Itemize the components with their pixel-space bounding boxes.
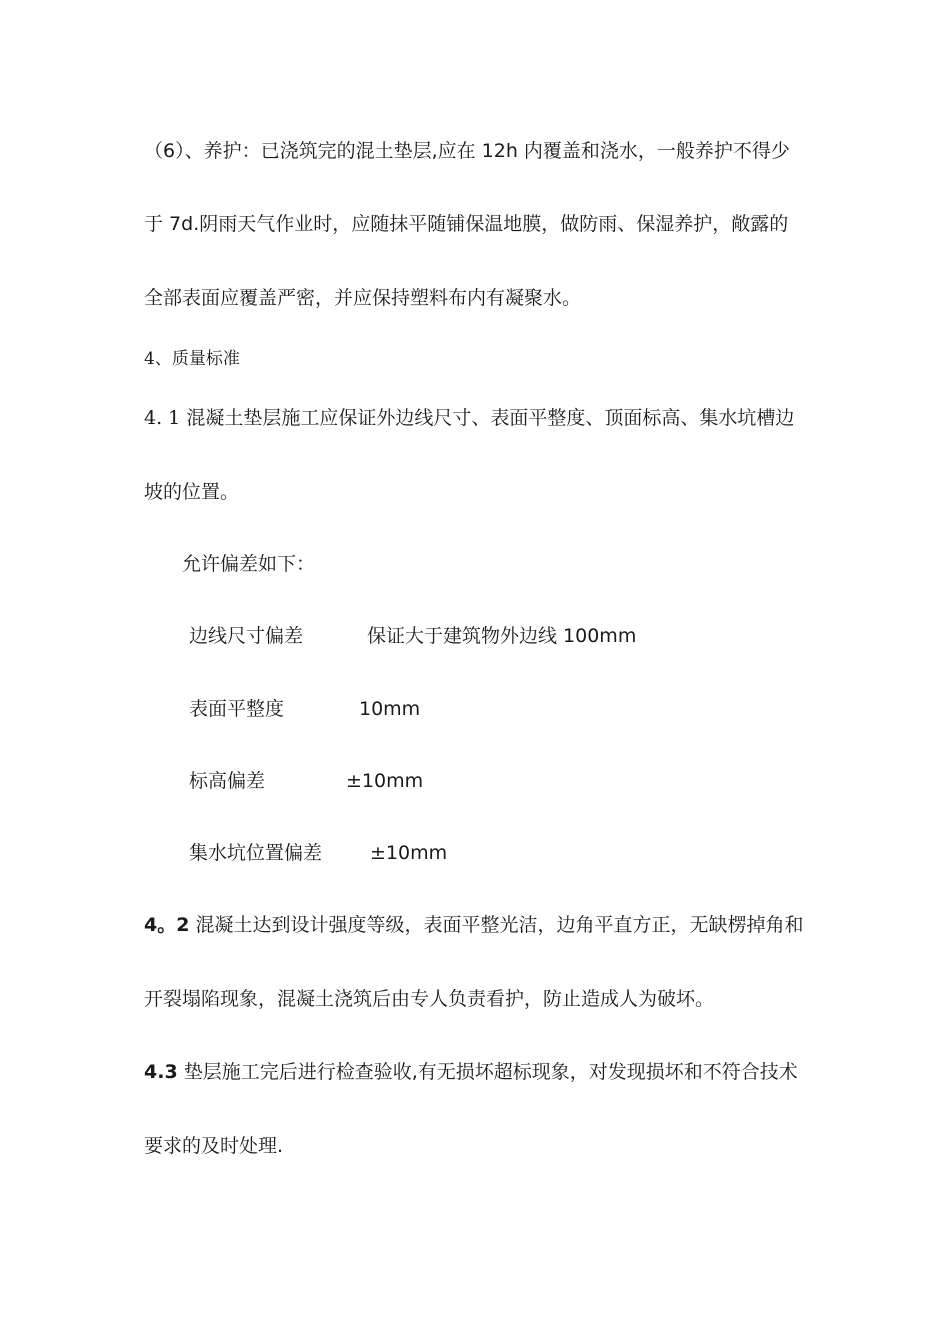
item-4-2-line-2: 开裂塌陷现象，混凝土浇筑后由专人负责看护，防止造成人为破坏。 [144,988,715,1010]
item-4-3-text: 垫层施工完后进行检查验收,有无损坏超标现象，对发现损坏和不符合技术 [183,1061,798,1083]
item-4-3-line-2: 要求的及时处理. [144,1135,284,1157]
item-4-1-text: 混凝土垫层施工应保证外边线尺寸、表面平整度、顶面标高、集水坑槽边 [186,407,795,429]
item-4-3-line-1 [144,1059,798,1085]
tolerance-label: 表面平整度 [189,698,285,720]
tolerance-label: 集水坑位置偏差 [189,842,323,864]
item-4-1-line-2: 坡的位置。 [144,481,240,503]
tolerance-intro: 允许偏差如下： [182,553,316,575]
tolerance-value: 保证大于建筑物外边线 100mm [367,625,637,647]
item-4-3-number: 4.3 [144,1061,178,1083]
item-4-2-number: 4。2 [144,914,190,936]
tolerance-label: 标高偏差 [189,770,266,792]
curing-line-3: 全部表面应覆盖严密，并应保持塑料布内有凝聚水。 [144,287,582,309]
tolerance-label: 边线尺寸偏差 [189,625,304,647]
tolerance-value: ±10mm [370,842,448,864]
item-4-1-line-1 [144,405,794,431]
item-4-2-line-1 [144,912,804,938]
item-4-2-text: 混凝土达到设计强度等级，表面平整光洁，边角平直方正，无缺楞掉角和 [195,914,804,936]
curing-line-1: （6）、养护：已浇筑完的混土垫层,应在 12h 内覆盖和浇水，一般养护不得少 [144,140,790,162]
curing-line-2: 于 7d.阴雨天气作业时，应随抹平随铺保温地膜，做防雨、保湿养护，敞露的 [144,213,789,235]
tolerance-value: 10mm [359,698,421,720]
item-4-1-number: 4. 1 [144,407,181,429]
section-heading: 4、质量标准 [144,349,240,369]
tolerance-value: ±10mm [346,770,424,792]
